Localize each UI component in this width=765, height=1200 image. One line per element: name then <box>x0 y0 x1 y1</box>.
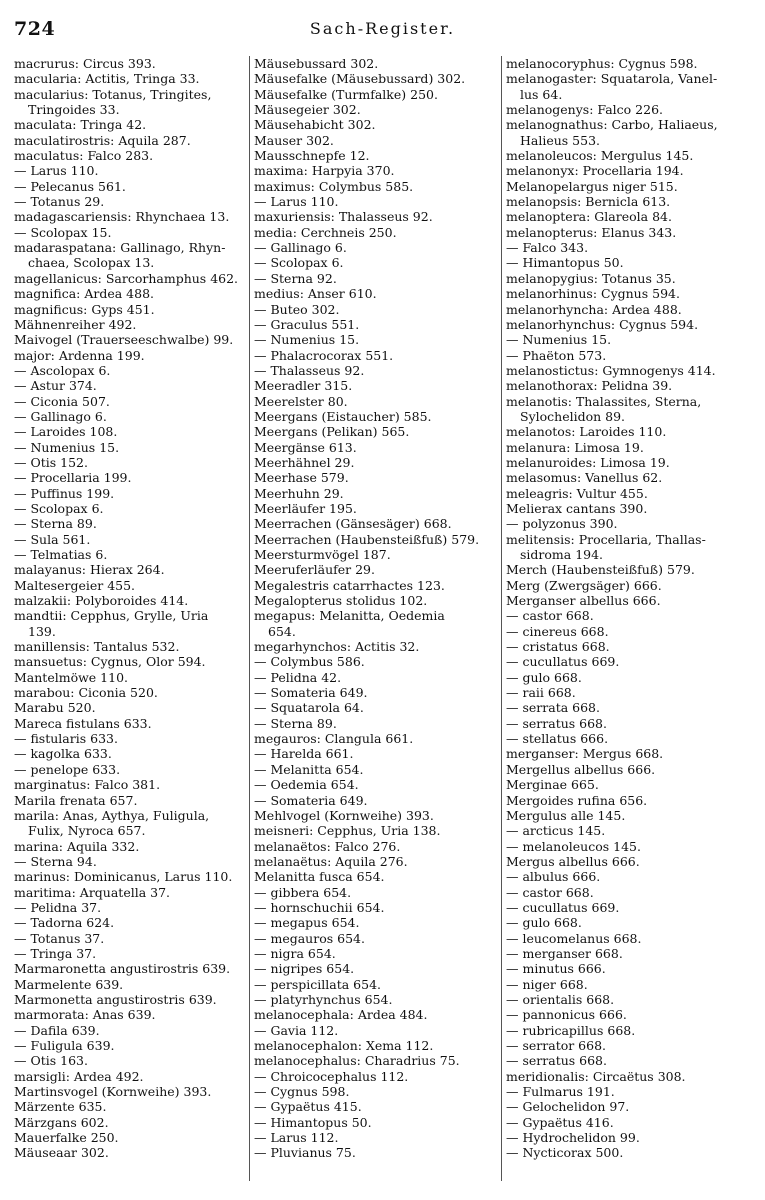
index-entry: Mäusebussard 302. <box>254 56 379 71</box>
index-entry: lus 64. <box>520 86 563 102</box>
index-entry: melanopterus: Elanus 343. <box>506 224 677 240</box>
index-entry: media: Cerchneis 250. <box>254 224 397 240</box>
index-entry: Mähnenreiher 492. <box>14 316 137 332</box>
index-entry: Merganser albellus 666. <box>506 593 661 609</box>
index-entry: magellanicus: Sarcorhamphus 462. <box>14 270 239 286</box>
index-entry: — Otis 152. <box>14 454 88 470</box>
index-entry: — Sterna 92. <box>254 270 337 286</box>
index-entry: Meerläufer 195. <box>254 500 357 516</box>
index-entry: — Harelda 661. <box>254 746 354 762</box>
index-entry: Melanitta fusca 654. <box>254 869 385 885</box>
index-entry: — Numenius 15. <box>14 439 120 455</box>
index-entry: macularius: Totanus, Tringites, <box>14 86 212 102</box>
index-entry: — Sula 561. <box>14 531 91 547</box>
index-entry: — Phaëton 573. <box>506 347 607 363</box>
index-entry: — Pelecanus 561. <box>14 178 126 194</box>
index-entry: — perspicillata 654. <box>254 976 381 992</box>
index-entry: — rubricapillus 668. <box>506 1022 636 1038</box>
index-entry: Mauerfalke 250. <box>14 1130 119 1146</box>
index-entry: Meeradler 315. <box>254 378 353 394</box>
index-entry: maxima: Harpyia 370. <box>254 163 395 179</box>
index-entry: — hornschuchii 654. <box>254 899 385 915</box>
index-entry: — Himantopus 50. <box>254 1114 372 1130</box>
index-entry: — Numenius 15. <box>254 332 360 348</box>
index-entry: Martinsvogel (Kornweihe) 393. <box>14 1084 212 1100</box>
index-entry: melanocephalon: Xema 112. <box>254 1038 434 1053</box>
index-entry: — Gypaëtus 416. <box>506 1114 614 1130</box>
index-entry: melanotos: Laroides 110. <box>506 424 667 440</box>
index-entry: — fistularis 633. <box>14 731 118 747</box>
index-entry: Mergulus alle 145. <box>506 807 626 823</box>
index-entry: — Scolopax 6. <box>254 255 344 271</box>
index-entry: Melierax cantans 390. <box>506 500 648 516</box>
index-entry: megapus: Melanitta, Oedemia <box>254 608 445 624</box>
index-entry: — megapus 654. <box>254 915 360 931</box>
index-entry: mandtii: Cepphus, Grylle, Uria <box>14 608 209 624</box>
index-entry: Mareca fistulans 633. <box>14 715 152 731</box>
index-entry: maculatus: Falco 283. <box>14 148 154 164</box>
index-entry: Fulix, Nyroca 657. <box>28 823 146 839</box>
index-entry: melanotis: Thalassites, Sterna, <box>506 393 702 409</box>
index-entry: — Chroicocephalus 112. <box>254 1068 409 1084</box>
index-entry: — Larus 110. <box>14 163 99 179</box>
index-entry: Mäusehabicht 302. <box>254 117 376 133</box>
index-entry: malayanus: Hierax 264. <box>14 562 165 578</box>
index-entry: megauros: Clangula 661. <box>254 731 414 747</box>
index-entry: — orientalis 668. <box>506 991 615 1007</box>
index-entry: chaea, Scolopax 13. <box>28 255 155 271</box>
index-entry: — Procellaria 199. <box>14 470 132 486</box>
index-entry: — Gavia 112. <box>254 1022 339 1038</box>
index-entry: marina: Aquila 332. <box>14 838 140 854</box>
index-entry: — Dafila 639. <box>14 1022 100 1038</box>
index-entry: 654. <box>268 623 296 639</box>
index-entry: maxuriensis: Thalasseus 92. <box>254 209 433 225</box>
index-entry: — Ciconia 507. <box>14 393 110 409</box>
index-entry: Mergoides rufina 656. <box>506 792 648 808</box>
index-entry: — gulo 668. <box>506 915 582 931</box>
index-entry: Mergellus albellus 666. <box>506 761 656 777</box>
index-entry: — kagolka 633. <box>14 746 112 762</box>
index-entry: — gulo 668. <box>506 669 582 685</box>
index-entry: merganser: Mergus 668. <box>506 746 664 762</box>
index-entry: melanocephala: Ardea 484. <box>254 1007 428 1023</box>
index-column-1 <box>14 56 246 1181</box>
index-entry: — Totanus 37. <box>14 930 105 946</box>
index-entry: — Otis 163. <box>14 1053 88 1069</box>
index-entry: — Sterna 89. <box>14 516 97 532</box>
index-entry: meridionalis: Circaëtus 308. <box>506 1068 686 1084</box>
index-entry: — Colymbus 586. <box>254 654 365 670</box>
index-entry: — cucullatus 669. <box>506 899 620 915</box>
index-entry: — Nycticorax 500. <box>506 1145 624 1161</box>
index-entry: Meergans (Pelikan) 565. <box>254 424 410 440</box>
index-entry: Meersturmvögel 187. <box>254 547 391 562</box>
index-entry: — Pelidna 42. <box>254 669 342 685</box>
index-entry: medius: Anser 610. <box>254 286 377 302</box>
index-entry: melanonyx: Procellaria 194. <box>506 163 684 179</box>
index-entry: — Oedemia 654. <box>254 777 359 793</box>
index-entry: melanoleucos: Mergulus 145. <box>506 148 694 164</box>
index-entry: — Scolopax 15. <box>14 224 112 240</box>
index-entry: Megalestris catarrhactes 123. <box>254 577 445 593</box>
index-entry: melanopsis: Bernicla 613. <box>506 194 671 210</box>
index-entry: — cucullatus 669. <box>506 654 620 670</box>
index-entry: — Falco 343. <box>506 240 589 256</box>
index-entry: marinus: Dominicanus, Larus 110. <box>14 869 233 885</box>
index-entry: — pannonicus 666. <box>506 1007 627 1023</box>
index-entry: — albulus 666. <box>506 869 601 885</box>
index-entry: madaraspatana: Gallinago, Rhyn- <box>14 240 226 256</box>
index-entry: melanostictus: Gymnogenys 414. <box>506 362 716 378</box>
index-entry: — Gelochelidon 97. <box>506 1099 630 1115</box>
index-entry: melanocephalus: Charadrius 75. <box>254 1053 460 1069</box>
index-entry: Tringoides 33. <box>28 102 120 118</box>
index-entry: — nigripes 654. <box>254 961 355 977</box>
index-entry: maritima: Arquatella 37. <box>14 884 171 900</box>
index-entry: marila: Anas, Aythya, Fuligula, <box>14 807 210 823</box>
index-entry: meleagris: Vultur 455. <box>506 485 648 501</box>
index-entry: — Gypaëtus 415. <box>254 1099 362 1115</box>
index-entry: — serrata 668. <box>506 700 600 716</box>
index-entry: Märzgans 602. <box>14 1114 109 1130</box>
index-entry: marmorata: Anas 639. <box>14 1007 156 1023</box>
index-entry: Meerhase 579. <box>254 470 349 486</box>
index-entry: Meerrachen (Haubensteißfuß) 579. <box>254 531 480 547</box>
index-entry: — castor 668. <box>506 884 594 900</box>
index-entry: marabou: Ciconia 520. <box>14 685 158 701</box>
index-entry: — leucomelanus 668. <box>506 930 642 946</box>
index-entry: — Gallinago 6. <box>14 408 107 424</box>
index-entry: Maltesergeier 455. <box>14 577 136 593</box>
index-entry: — Totanus 29. <box>14 194 105 210</box>
index-entry: magnificus: Gyps 451. <box>14 301 155 317</box>
index-entry: — cinereus 668. <box>506 623 609 639</box>
index-entry: melanogenys: Falco 226. <box>506 102 663 118</box>
index-entry: Marmonetta angustirostris 639. <box>14 991 217 1007</box>
index-entry: Marmelente 639. <box>14 976 124 992</box>
index-entry: — Astur 374. <box>14 378 97 394</box>
index-entry: — megauros 654. <box>254 930 365 946</box>
index-entry: marsigli: Ardea 492. <box>14 1068 144 1084</box>
index-entry: — arcticus 145. <box>506 823 606 839</box>
index-entry: — Graculus 551. <box>254 316 360 332</box>
index-entry: maculatirostris: Aquila 287. <box>14 132 191 148</box>
index-entry: — Larus 112. <box>254 1130 339 1146</box>
index-entry: Mauser 302. <box>254 132 334 148</box>
index-entry: Märzente 635. <box>14 1099 107 1115</box>
index-entry: melanura: Limosa 19. <box>506 439 644 455</box>
index-entry: — Buteo 302. <box>254 301 340 317</box>
index-entry: macularia: Actitis, Tringa 33. <box>14 71 200 87</box>
index-entry: Marila frenata 657. <box>14 792 138 808</box>
index-entry: malzakii: Polyboroides 414. <box>14 593 189 609</box>
index-entry: melanaëtus: Aquila 276. <box>254 853 408 869</box>
index-entry: sidroma 194. <box>520 547 604 562</box>
index-entry: Meeruferläufer 29. <box>254 562 375 578</box>
index-entry: Marabu 520. <box>14 700 96 716</box>
index-entry: — Somateria 649. <box>254 792 368 808</box>
index-entry: Mehlvogel (Kornweihe) 393. <box>254 807 434 823</box>
index-entry: Merginae 665. <box>506 777 599 793</box>
index-entry: Megalopterus stolidus 102. <box>254 593 428 609</box>
index-entry: maculata: Tringa 42. <box>14 117 147 133</box>
index-entry: — Sterna 89. <box>254 715 337 731</box>
index-entry: Meergans (Eistaucher) 585. <box>254 408 432 424</box>
index-entry: — penelope 633. <box>14 761 121 777</box>
index-entry: — Gallinago 6. <box>254 240 347 256</box>
index-entry: Meergänse 613. <box>254 439 357 455</box>
index-columns <box>14 56 759 1181</box>
index-entry: — raii 668. <box>506 685 576 701</box>
index-entry: manillensis: Tantalus 532. <box>14 639 180 655</box>
index-entry: Maivogel (Trauerseeschwalbe) 99. <box>14 332 234 348</box>
index-entry: — merganser 668. <box>506 945 623 961</box>
index-entry: — Sterna 94. <box>14 853 97 869</box>
index-entry: Mausschnepfe 12. <box>254 148 370 164</box>
index-entry: — serratus 668. <box>506 1053 607 1069</box>
index-entry: macrurus: Circus 393. <box>14 56 156 71</box>
index-entry: — castor 668. <box>506 608 594 624</box>
index-entry: — Scolopax 6. <box>14 500 104 516</box>
index-entry: — platyrhynchus 654. <box>254 991 393 1007</box>
index-entry: — Cygnus 598. <box>254 1084 350 1100</box>
index-entry: melitensis: Procellaria, Thallas- <box>506 531 706 547</box>
index-entry: — Pelidna 37. <box>14 899 102 915</box>
index-entry: Merg (Zwergsäger) 666. <box>506 577 662 593</box>
index-entry: Mäuseaar 302. <box>14 1145 109 1161</box>
index-entry: — Squatarola 64. <box>254 700 364 716</box>
index-entry: Mantelmöwe 110. <box>14 669 129 685</box>
index-entry: — Himantopus 50. <box>506 255 624 271</box>
index-entry: — Larus 110. <box>254 194 339 210</box>
index-entry: magnifica: Ardea 488. <box>14 286 154 302</box>
index-entry: Halieus 553. <box>520 132 601 148</box>
index-entry: marginatus: Falco 381. <box>14 777 161 793</box>
index-entry: melanoptera: Glareola 84. <box>506 209 672 225</box>
index-entry: megarhynchos: Actitis 32. <box>254 639 420 655</box>
index-entry: — polyzonus 390. <box>506 516 618 532</box>
running-header: Sach-Register. <box>309 19 456 38</box>
index-entry: Meerhuhn 29. <box>254 485 344 501</box>
index-entry: melanorhinus: Cygnus 594. <box>506 286 680 302</box>
index-entry: melanorhyncha: Ardea 488. <box>506 301 682 317</box>
index-entry: — gibbera 654. <box>254 884 352 900</box>
index-entry: melanopygius: Totanus 35. <box>506 270 676 286</box>
index-entry: meisneri: Cepphus, Uria 138. <box>254 823 441 839</box>
index-entry: mansuetus: Cygnus, Olor 594. <box>14 654 206 670</box>
index-entry: melanaëtos: Falco 276. <box>254 838 401 854</box>
index-entry: melanocoryphus: Cygnus 598. <box>506 56 698 71</box>
index-entry: melasomus: Vanellus 62. <box>506 470 663 486</box>
index-entry: — Melanitta 654. <box>254 761 364 777</box>
index-entry: — niger 668. <box>506 976 588 992</box>
index-entry: Meerhähnel 29. <box>254 454 355 470</box>
index-entry: melanorhynchus: Cygnus 594. <box>506 316 699 332</box>
column-divider <box>249 56 250 1181</box>
index-entry: — Fulmarus 191. <box>506 1084 615 1100</box>
index-entry: Mäusegeier 302. <box>254 102 361 118</box>
index-entry: — melanoleucos 145. <box>506 838 641 854</box>
index-entry: melanuroides: Limosa 19. <box>506 454 670 470</box>
index-entry: — Tringa 37. <box>14 945 97 961</box>
index-entry: Mäusefalke (Turmfalke) 250. <box>254 86 438 102</box>
index-entry: melanogaster: Squatarola, Vanel- <box>506 71 718 87</box>
index-entry: Marmaronetta angustirostris 639. <box>14 961 231 977</box>
index-entry: Mergus albellus 666. <box>506 853 640 869</box>
index-entry: major: Ardenna 199. <box>14 347 145 363</box>
index-column-3 <box>506 56 759 1181</box>
index-entry: — Puffinus 199. <box>14 485 115 501</box>
index-entry: Meerrachen (Gänsesäger) 668. <box>254 516 452 532</box>
page-number: 724 <box>14 18 56 40</box>
index-column-2 <box>254 56 499 1181</box>
index-entry: — stellatus 666. <box>506 731 609 747</box>
index-entry: — Numenius 15. <box>506 332 612 348</box>
index-entry: 139. <box>28 623 56 639</box>
index-entry: Merch (Haubensteißfuß) 579. <box>506 562 695 578</box>
index-entry: — serratus 668. <box>506 715 607 731</box>
index-entry: — Fuligula 639. <box>14 1038 115 1053</box>
index-entry: — Somateria 649. <box>254 685 368 701</box>
index-entry: — cristatus 668. <box>506 639 610 655</box>
index-entry: — minutus 666. <box>506 961 606 977</box>
index-entry: — Tadorna 624. <box>14 915 115 931</box>
index-entry: — Pluvianus 75. <box>254 1145 356 1161</box>
index-entry: Melanopelargus niger 515. <box>506 178 678 194</box>
index-entry: melanognathus: Carbo, Haliaeus, <box>506 117 718 133</box>
index-entry: — nigra 654. <box>254 945 336 961</box>
index-entry: — Ascolopax 6. <box>14 362 111 378</box>
index-entry: — Phalacrocorax 551. <box>254 347 394 363</box>
index-entry: — Telmatias 6. <box>14 547 108 562</box>
index-entry: — Hydrochelidon 99. <box>506 1130 640 1146</box>
index-entry: — Thalasseus 92. <box>254 362 365 378</box>
index-entry: — Laroides 108. <box>14 424 118 440</box>
index-entry: Sylochelidon 89. <box>520 408 626 424</box>
index-entry: Meerelster 80. <box>254 393 348 409</box>
index-entry: madagascariensis: Rhynchaea 13. <box>14 209 230 225</box>
index-entry: — serrator 668. <box>506 1038 607 1053</box>
index-entry: Mäusefalke (Mäusebussard) 302. <box>254 71 466 87</box>
index-entry: maximus: Colymbus 585. <box>254 178 414 194</box>
column-divider <box>501 56 502 1181</box>
index-entry: melanothorax: Pelidna 39. <box>506 378 673 394</box>
